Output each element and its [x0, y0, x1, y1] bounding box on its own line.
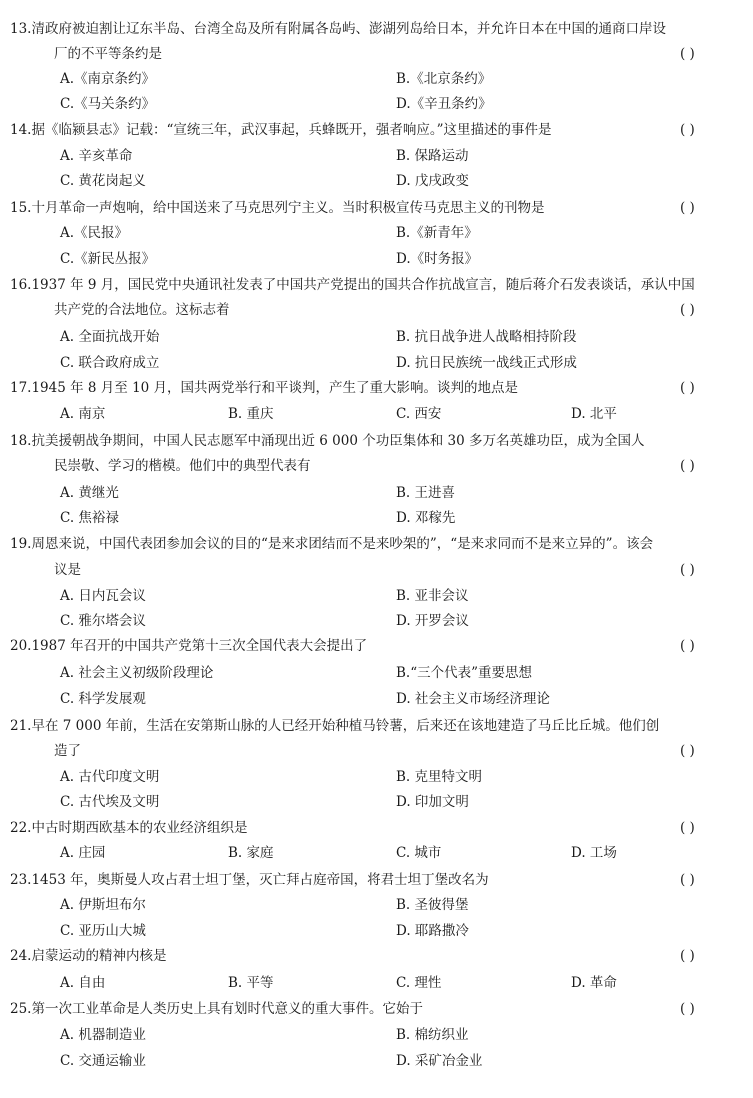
question-24-options-row: [0, 972, 753, 994]
question-15-option-d: D.《时务报》: [396, 251, 479, 267]
answer-bracket: ( ): [680, 46, 695, 62]
question-17-option-d: D. 北平: [571, 406, 617, 422]
question-18-stem: 18.抗美援朝战争期间，中国人民志愿军中涌现出近 6 000 个功臣集体和 30 多万名英雄功臣，成为全国人: [10, 433, 645, 449]
question-25-option-b: B. 棉纺织业: [396, 1027, 469, 1043]
question-22-option-c: C. 城市: [396, 845, 442, 861]
question-16-options-row-2: [0, 352, 753, 374]
question-14-option-b: B. 保路运动: [396, 148, 469, 164]
question-21-option-d: D. 印加文明: [396, 794, 469, 810]
question-13-stem-line-2: [0, 43, 753, 65]
question-25-stem: 25.第一次工业革命是人类历史上具有划时代意义的重大事件。它始于: [10, 1001, 423, 1017]
question-16-stem-continued: 共产党的合法地位。这标志着: [54, 302, 230, 318]
question-15-option-c: C.《新民丛报》: [60, 251, 156, 267]
question-25-option-d: D. 采矿冶金业: [396, 1053, 483, 1069]
question-14-option-a: A. 辛亥革命: [60, 148, 133, 164]
question-25-option-a: A. 机器制造业: [60, 1027, 146, 1043]
question-22-stem-line: [0, 817, 753, 839]
answer-bracket: ( ): [680, 1001, 695, 1017]
question-13-stem: 13.清政府被迫割让辽东半岛、台湾全岛及所有附属各岛屿、澎湖列岛给日本，并允许日本在中国的通商口岸设: [10, 21, 666, 37]
question-23-option-d: D. 耶路撒冷: [396, 923, 469, 939]
question-21-stem-continued: 造了: [54, 743, 81, 759]
question-13-options-row-2: [0, 93, 753, 115]
answer-bracket: ( ): [680, 200, 695, 216]
question-20-options-row-2: [0, 688, 753, 710]
question-18-options-row-2: [0, 507, 753, 529]
question-15-options-row-1: [0, 222, 753, 244]
question-16-stem-line-2: [0, 299, 753, 321]
question-13-option-c: C.《马关条约》: [60, 96, 156, 112]
question-21-stem: 21.早在 7 000 年前，生活在安第斯山脉的人已经开始种植马铃薯，后来还在该地建造了马丘比丘城。他们创: [10, 718, 660, 734]
question-16-option-a: A. 全面抗战开始: [60, 329, 160, 345]
question-22-option-d: D. 工场: [571, 845, 617, 861]
question-20-option-b: B.“三个代表”重要思想: [396, 665, 533, 681]
question-17-stem-line: [0, 377, 753, 399]
question-17-option-b: B. 重庆: [228, 406, 274, 422]
question-22-option-b: B. 家庭: [228, 845, 274, 861]
question-25-options-row-1: [0, 1024, 753, 1046]
question-20-stem-line: [0, 635, 753, 657]
question-19-options-row-1: [0, 585, 753, 607]
question-22-stem: 22.中古时期西欧基本的农业经济组织是: [10, 820, 248, 836]
question-17-option-a: A. 南京: [60, 406, 106, 422]
question-21-options-row-2: [0, 791, 753, 813]
question-24-stem: 24.启蒙运动的精神内核是: [10, 948, 167, 964]
question-23-option-a: A. 伊斯坦布尔: [60, 897, 146, 913]
question-14-options-row-1: [0, 145, 753, 167]
question-18-stem-line-1: [0, 430, 753, 452]
question-24-option-b: B. 平等: [228, 975, 274, 991]
question-17-stem: 17.1945 年 8 月至 10 月，国共两党举行和平谈判，产生了重大影响。谈判的地点是: [10, 380, 519, 396]
question-18-option-a: A. 黄继光: [60, 485, 119, 501]
question-19-option-d: D. 开罗会议: [396, 613, 469, 629]
question-22-option-a: A. 庄园: [60, 845, 106, 861]
question-21-option-a: A. 古代印度文明: [60, 769, 160, 785]
question-16-stem-line-1: [0, 274, 753, 296]
question-17-option-c: C. 西安: [396, 406, 442, 422]
question-23-stem-line: [0, 869, 753, 891]
answer-bracket: ( ): [680, 820, 695, 836]
question-19-option-b: B. 亚非会议: [396, 588, 469, 604]
question-16-stem: 16.1937 年 9 月，国民党中央通讯社发表了中国共产党提出的国共合作抗战宣言，随后蒋介石发表谈话，承认中国: [10, 277, 695, 293]
question-23-option-b: B. 圣彼得堡: [396, 897, 469, 913]
question-19-stem-line-1: [0, 533, 753, 555]
question-21-option-b: B. 克里特文明: [396, 769, 483, 785]
question-19-stem-continued: 议是: [54, 562, 81, 578]
question-24-stem-line: [0, 945, 753, 967]
answer-bracket: ( ): [680, 743, 695, 759]
question-15-options-row-2: [0, 248, 753, 270]
question-13-stem-continued: 厂的不平等条约是: [54, 46, 162, 62]
answer-bracket: ( ): [680, 638, 695, 654]
question-13-option-d: D.《辛丑条约》: [396, 96, 492, 112]
question-15-option-b: B.《新青年》: [396, 225, 478, 241]
answer-bracket: ( ): [680, 872, 695, 888]
question-23-options-row-2: [0, 920, 753, 942]
answer-bracket: ( ): [680, 122, 695, 138]
question-20-option-c: C. 科学发展观: [60, 691, 146, 707]
answer-bracket: ( ): [680, 380, 695, 396]
question-23-option-c: C. 亚历山大城: [60, 923, 146, 939]
question-14-options-row-2: [0, 170, 753, 192]
question-13-options-row-1: [0, 68, 753, 90]
question-24-option-a: A. 自由: [60, 975, 106, 991]
question-21-stem-line-2: [0, 740, 753, 762]
question-16-option-d: D. 抗日民族统一战线正式形成: [396, 355, 577, 371]
question-13-option-b: B.《北京条约》: [396, 71, 492, 87]
answer-bracket: ( ): [680, 948, 695, 964]
question-21-option-c: C. 古代埃及文明: [60, 794, 160, 810]
question-18-stem-line-2: [0, 455, 753, 477]
question-16-option-b: B. 抗日战争进人战略相持阶段: [396, 329, 577, 345]
question-19-option-a: A. 日内瓦会议: [60, 588, 146, 604]
question-18-stem-continued: 民崇敬、学习的楷模。他们中的典型代表有: [54, 458, 311, 474]
question-21-stem-line-1: [0, 715, 753, 737]
question-20-option-d: D. 社会主义市场经济理论: [396, 691, 550, 707]
question-13-stem-line-1: [0, 18, 753, 40]
question-25-option-c: C. 交通运输业: [60, 1053, 146, 1069]
question-22-options-row: [0, 842, 753, 864]
question-13-option-a: A.《南京条约》: [60, 71, 156, 87]
question-15-option-a: A.《民报》: [60, 225, 129, 241]
question-14-stem-line: [0, 119, 753, 141]
question-23-options-row-1: [0, 894, 753, 916]
question-14-option-c: C. 黄花岗起义: [60, 173, 146, 189]
question-16-options-row-1: [0, 326, 753, 348]
question-24-option-d: D. 革命: [571, 975, 617, 991]
question-20-option-a: A. 社会主义初级阶段理论: [60, 665, 214, 681]
question-17-options-row: [0, 403, 753, 425]
question-19-stem: 19.周恩来说，中国代表团参加会议的目的“是来求团结而不是来吵架的”，“是来求同而不是来立异的”。该会: [10, 536, 654, 552]
question-25-options-row-2: [0, 1050, 753, 1072]
question-25-stem-line: [0, 998, 753, 1020]
question-14-option-d: D. 戊戌政变: [396, 173, 469, 189]
question-14-stem: 14.据《临颍县志》记载：“宣统三年，武汉事起，兵蜂既开，强者响应。”这里描述的事件是: [10, 122, 552, 138]
question-18-option-d: D. 邓稼先: [396, 510, 456, 526]
question-15-stem-line: [0, 197, 753, 219]
question-19-options-row-2: [0, 610, 753, 632]
question-19-option-c: C. 雅尔塔会议: [60, 613, 146, 629]
question-23-stem: 23.1453 年，奥斯曼人攻占君士坦丁堡，灭亡拜占庭帝国，将君士坦丁堡改名为: [10, 872, 489, 888]
question-24-option-c: C. 理性: [396, 975, 442, 991]
answer-bracket: ( ): [680, 458, 695, 474]
question-15-stem: 15.十月革命一声炮响，给中国送来了马克思列宁主义。当时积极宣传马克思主义的刊物是: [10, 200, 545, 216]
question-21-options-row-1: [0, 766, 753, 788]
question-18-options-row-1: [0, 482, 753, 504]
answer-bracket: ( ): [680, 562, 695, 578]
question-20-stem: 20.1987 年召开的中国共产党第十三次全国代表大会提出了: [10, 638, 368, 654]
question-19-stem-line-2: [0, 559, 753, 581]
question-16-option-c: C. 联合政府成立: [60, 355, 160, 371]
answer-bracket: ( ): [680, 302, 695, 318]
question-18-option-c: C. 焦裕禄: [60, 510, 119, 526]
question-18-option-b: B. 王进喜: [396, 485, 456, 501]
question-20-options-row-1: [0, 662, 753, 684]
